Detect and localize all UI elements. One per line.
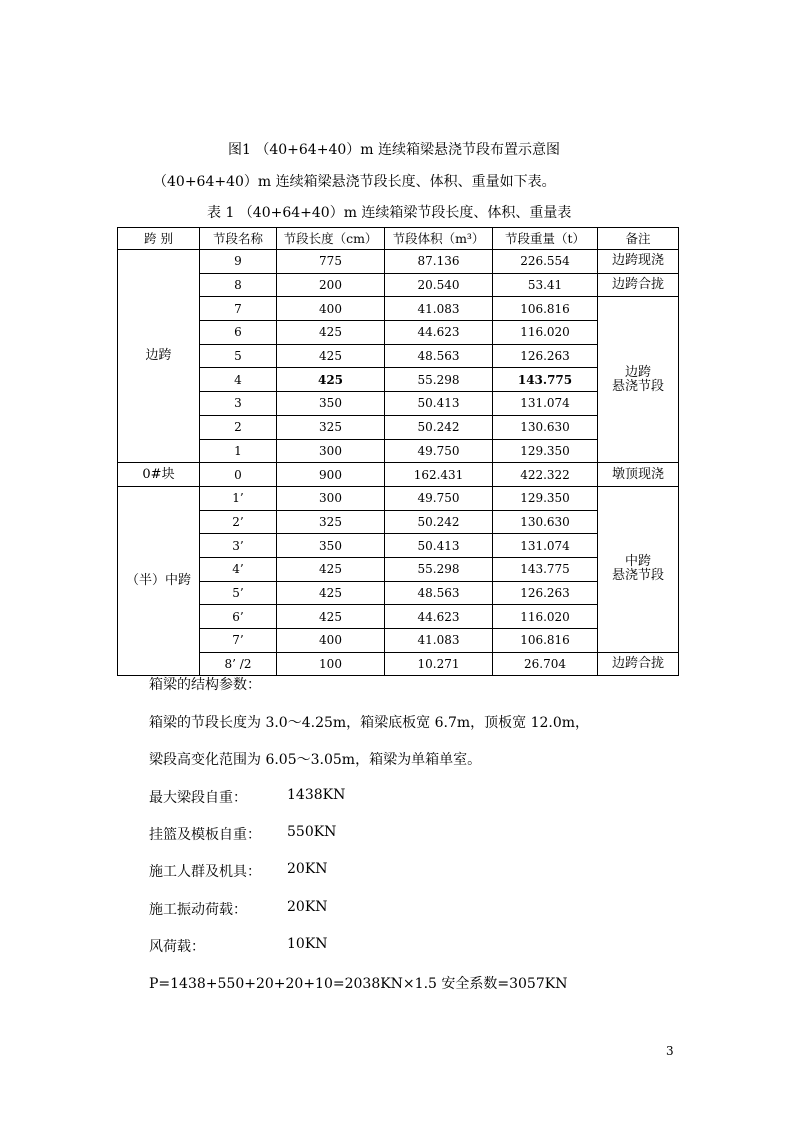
cell-length: 325 (277, 415, 385, 439)
load-value: 20KN (287, 861, 328, 877)
cell-weight: 53.41 (493, 273, 598, 297)
cell-weight: 26.704 (493, 652, 598, 676)
cell-weight: 129.350 (493, 486, 598, 510)
cell-length: 300 (277, 486, 385, 510)
cell-length: 350 (277, 534, 385, 558)
cell-weight: 106.816 (493, 629, 598, 653)
span-side: 边跨 (118, 250, 200, 463)
cell-length: 425 (277, 368, 385, 392)
table-row (118, 297, 679, 321)
cell-name: 4’ (200, 557, 277, 581)
load-label: 最大梁段自重： (149, 790, 247, 806)
cell-weight: 126.263 (493, 581, 598, 605)
cell-length: 200 (277, 273, 385, 297)
cell-name: 9 (200, 250, 277, 274)
note-mid-closure: 边跨合拢 (598, 652, 679, 676)
table-row (118, 605, 679, 629)
note-mid-cantilever (598, 486, 679, 652)
cell-volume: 20.540 (385, 273, 493, 297)
load-value: 1438KN (287, 787, 346, 803)
cell-name: 3 (200, 392, 277, 416)
header-span: 跨 别 (118, 228, 200, 250)
cell-volume: 50.413 (385, 534, 493, 558)
cell-weight: 130.630 (493, 510, 598, 534)
table-row (118, 344, 679, 368)
load-value: 10KN (287, 936, 328, 952)
cell-volume: 44.623 (385, 605, 493, 629)
load-formula: P=1438+550+20+20+10=2038KN×1.5 安全系数=3057KN (149, 976, 568, 992)
table-row (118, 629, 679, 653)
cell-weight: 131.074 (493, 392, 598, 416)
cell-weight: 116.020 (493, 605, 598, 629)
table-row (118, 273, 679, 297)
load-label: 挂篮及模板自重： (149, 827, 261, 843)
cell-name: 0 (200, 463, 277, 487)
table-row (118, 510, 679, 534)
cell-name: 7’ (200, 629, 277, 653)
load-label: 施工振动荷载： (149, 902, 247, 918)
table-row (118, 486, 679, 510)
params-line-2: 梁段高变化范围为 6.05～3.05m，箱梁为单箱单室。 (149, 752, 482, 768)
page-number: 3 (666, 1044, 674, 1058)
load-item (149, 899, 328, 919)
note-line: 边跨 (624, 364, 651, 380)
cell-length: 300 (277, 439, 385, 463)
cell-weight: 422.322 (493, 463, 598, 487)
cell-length: 400 (277, 297, 385, 321)
table-row (118, 415, 679, 439)
cell-volume: 49.750 (385, 439, 493, 463)
segment-table (117, 227, 679, 676)
table-row (118, 581, 679, 605)
cell-volume: 162.431 (385, 463, 493, 487)
header-segment-weight: 节段重量（t） (493, 228, 598, 250)
cell-name: 2’ (200, 510, 277, 534)
cell-volume: 50.242 (385, 510, 493, 534)
cell-volume: 44.623 (385, 321, 493, 345)
cell-weight: 129.350 (493, 439, 598, 463)
table-caption: 表 1 （40+64+40）m 连续箱梁节段长度、体积、重量表 (207, 205, 572, 221)
cell-name: 6 (200, 321, 277, 345)
note-side-cast: 边跨现浇 (598, 250, 679, 274)
load-value: 20KN (287, 899, 328, 915)
params-heading: 箱梁的结构参数： (149, 677, 261, 693)
cell-name: 5’ (200, 581, 277, 605)
cell-length: 425 (277, 321, 385, 345)
cell-length: 900 (277, 463, 385, 487)
load-item (149, 824, 337, 844)
note-pier-top-cast: 墩顶现浇 (598, 463, 679, 487)
table-row (118, 557, 679, 581)
cell-volume: 41.083 (385, 297, 493, 321)
cell-name: 8 (200, 273, 277, 297)
table-row (118, 250, 679, 274)
params-line-1: 箱梁的节段长度为 3.0～4.25m，箱梁底板宽 6.7m，顶板宽 12.0m， (149, 715, 590, 731)
cell-weight: 143.775 (493, 368, 598, 392)
cell-name: 1 (200, 439, 277, 463)
cell-volume: 41.083 (385, 629, 493, 653)
cell-name: 5 (200, 344, 277, 368)
load-item (149, 936, 328, 956)
figure-caption: 图1 （40+64+40）m 连续箱梁悬浇节段布置示意图 (228, 142, 560, 158)
table-row (118, 392, 679, 416)
cell-weight: 226.554 (493, 250, 598, 274)
cell-length: 775 (277, 250, 385, 274)
cell-name: 3’ (200, 534, 277, 558)
table-row (118, 321, 679, 345)
cell-name: 1’ (200, 486, 277, 510)
note-side-cantilever (598, 297, 679, 463)
cell-name: 2 (200, 415, 277, 439)
table-row (118, 439, 679, 463)
cell-volume: 55.298 (385, 368, 493, 392)
cell-weight: 130.630 (493, 415, 598, 439)
intro-text: （40+64+40）m 连续箱梁悬浇节段长度、体积、重量如下表。 (153, 174, 556, 190)
cell-name: 8’ /2 (200, 652, 277, 676)
cell-length: 350 (277, 392, 385, 416)
cell-volume: 48.563 (385, 581, 493, 605)
cell-name: 6’ (200, 605, 277, 629)
note-side-closure: 边跨合拢 (598, 273, 679, 297)
cell-length: 425 (277, 557, 385, 581)
table-row (118, 368, 679, 392)
span-block0: 0#块 (118, 463, 200, 487)
cell-volume: 87.136 (385, 250, 493, 274)
cell-volume: 55.298 (385, 557, 493, 581)
cell-volume: 50.242 (385, 415, 493, 439)
cell-length: 425 (277, 344, 385, 368)
cell-volume: 10.271 (385, 652, 493, 676)
cell-weight: 143.775 (493, 557, 598, 581)
cell-volume: 50.413 (385, 392, 493, 416)
cell-weight: 106.816 (493, 297, 598, 321)
cell-length: 100 (277, 652, 385, 676)
span-mid: （半）中跨 (118, 486, 200, 676)
cell-name: 7 (200, 297, 277, 321)
load-value: 550KN (287, 824, 337, 840)
note-line: 悬浇节段 (611, 568, 664, 584)
header-segment-volume: 节段体积（m³） (385, 228, 493, 250)
cell-weight: 116.020 (493, 321, 598, 345)
load-label: 施工人群及机具： (149, 864, 261, 880)
load-item (149, 861, 328, 881)
cell-volume: 49.750 (385, 486, 493, 510)
cell-length: 325 (277, 510, 385, 534)
header-segment-length: 节段长度（cm） (277, 228, 385, 250)
note-line: 悬浇节段 (611, 378, 664, 394)
cell-length: 400 (277, 629, 385, 653)
cell-weight: 131.074 (493, 534, 598, 558)
cell-length: 425 (277, 605, 385, 629)
cell-weight: 126.263 (493, 344, 598, 368)
header-remark: 备注 (598, 228, 679, 250)
note-line: 中跨 (624, 554, 651, 570)
table-row (118, 534, 679, 558)
cell-length: 425 (277, 581, 385, 605)
table-row (118, 463, 679, 487)
cell-name: 4 (200, 368, 277, 392)
table-row (118, 652, 679, 676)
header-segment-name: 节段名称 (200, 228, 277, 250)
load-label: 风荷载： (149, 939, 205, 955)
table-header-row (118, 228, 679, 250)
load-item (149, 787, 346, 807)
cell-volume: 48.563 (385, 344, 493, 368)
